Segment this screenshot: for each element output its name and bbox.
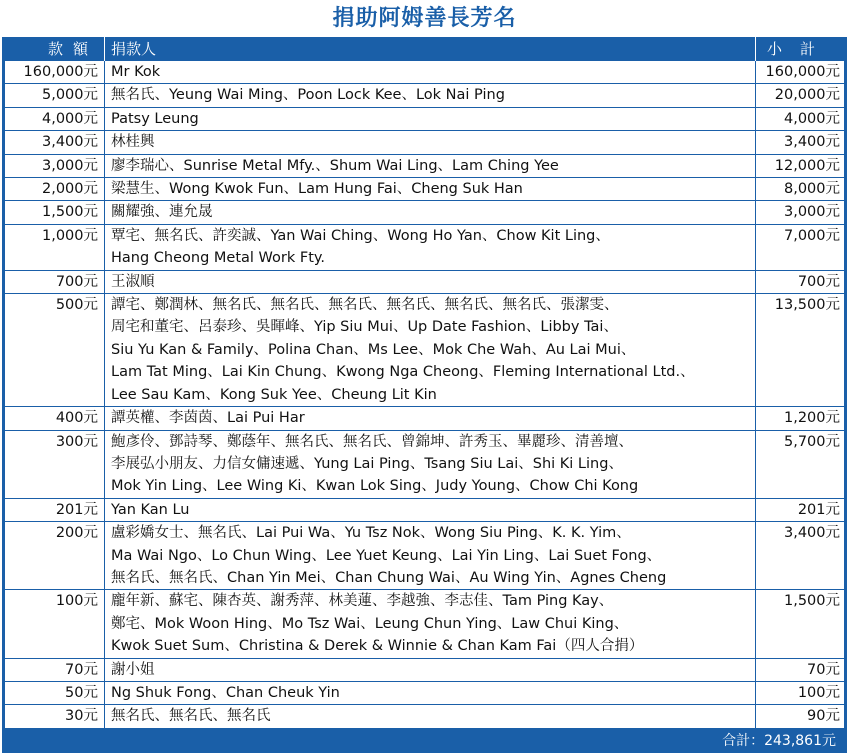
amount-cell: 1,500元 (41, 204, 98, 221)
amount-cell: 4,000元 (41, 110, 98, 127)
donors-cell: 龐年新、蘇宅、陳杏英、謝秀萍、林美蓮、李越強、李志佳、Tam Ping Kay、 鄭宅、Mok Woon Hing、Mo Tsz Wai、Leung Chun Ying、Law Chui King、 Kwok Suet Sum、Christina & Derek & Winnie & Chan Kam Fai（四人合捐） (104, 590, 756, 657)
amount-cell: 201元 (55, 501, 98, 518)
subtotal-cell: 4,000元 (783, 110, 840, 127)
subtotal-cell: 201元 (797, 501, 840, 518)
subtotal-cell: 3,400元 (783, 134, 840, 151)
amount-cell: 3,400元 (41, 134, 98, 151)
subtotal-cell: 12,000元 (774, 157, 840, 174)
donors-cell: Ng Shuk Fong、Chan Cheuk Yin (104, 682, 756, 704)
amount-cell: 700元 (55, 273, 98, 290)
donors-cell: 林桂興 (104, 131, 756, 153)
donors-cell: 鮑彥伶、鄧詩琴、鄭蔭年、無名氏、無名氏、曾錦坤、許秀玉、畢麗珍、清善壇、 李展弘小朋友、力信女傭速遞、Yung Lai Ping、Tsang Siu Lai、Shi Ki Ling、 Mok Yin Ling、Lee Wing Ki、Kwan Lok Sing、Judy Young、Chow Chi Kong (104, 431, 756, 498)
table-row (5, 705, 844, 728)
subtotal-cell: 5,700元 (783, 433, 840, 450)
donors-cell: 盧彩嬌女士、無名氏、Lai Pui Wa、Yu Tsz Nok、Wong Siu Ping、K. K. Yim、 Ma Wai Ngo、Lo Chun Wing、Lee Yuet Keung、Lai Yin Ling、Lai Suet Fong、 無名氏、無名氏、Chan Yin Mei、Chan Chung Wai、Au Wing Yin、Agnes Cheng (104, 522, 756, 589)
header-subtotal: 小計 (755, 37, 844, 61)
amount-cell: 200元 (55, 525, 98, 542)
donors-cell: 無名氏、Yeung Wai Ming、Poon Lock Kee、Lok Nai Ping (104, 84, 756, 106)
donors-cell: 覃宅、無名氏、許奕誠、Yan Wai Ching、Wong Ho Yan、Chow Kit Ling、 Hang Cheong Metal Work Fty. (104, 225, 756, 270)
table-row (5, 522, 844, 590)
amount-cell: 500元 (55, 297, 98, 314)
page-title: 捐助阿姆善長芳名 (332, 6, 517, 31)
header-donors: 捐款人 (104, 37, 755, 61)
table-row (5, 431, 844, 499)
subtotal-cell: 3,400元 (783, 525, 840, 542)
subtotal-cell: 3,000元 (783, 204, 840, 221)
table-row (5, 271, 844, 294)
amount-cell: 160,000元 (23, 64, 98, 80)
donors-cell: 譚英權、李茵茵、Lai Pui Har (104, 407, 756, 429)
table-row (5, 407, 844, 430)
amount-cell: 50元 (65, 684, 98, 701)
donors-cell: 譚宅、鄭潤林、無名氏、無名氏、無名氏、無名氏、無名氏、無名氏、張潔雯、 周宅和董宅、呂泰珍、吳暉峰、Yip Siu Mui、Up Date Fashion、Libby Tai、 Siu Yu Kan & Family、Polina Chan、Ms Lee、Mok Che Wah、Au Lai Mui、 Lam Tat Ming、Lai Kin Chung、Kwong Nga Cheong、Fleming International Ltd.、 Lee Sau Kam、Kong Suk Yee、Cheung Lit Kin (104, 294, 756, 406)
amount-cell: 3,000元 (41, 157, 98, 174)
donors-cell: 無名氏、無名氏、無名氏 (104, 705, 756, 727)
amount-cell: 100元 (55, 593, 98, 610)
donor-table (2, 37, 847, 753)
amount-cell: 30元 (65, 708, 98, 725)
subtotal-cell: 700元 (797, 273, 840, 290)
subtotal-cell: 13,500元 (774, 297, 840, 314)
table-row (5, 131, 844, 154)
total-footer: 合計：243,861元 (5, 729, 844, 753)
donors-cell: 謝小姐 (104, 659, 756, 681)
amount-cell: 300元 (55, 433, 98, 450)
subtotal-cell: 20,000元 (774, 87, 840, 104)
subtotal-cell: 7,000元 (783, 227, 840, 244)
subtotal-cell: 70元 (807, 661, 840, 678)
table-row (5, 178, 844, 201)
subtotal-cell: 160,000元 (765, 64, 840, 80)
table-row (5, 84, 844, 107)
table-header (5, 37, 844, 61)
amount-cell: 70元 (65, 661, 98, 678)
table-row (5, 682, 844, 705)
subtotal-cell: 1,200元 (783, 410, 840, 427)
donors-cell: Mr Kok (104, 61, 756, 83)
donors-cell: Patsy Leung (104, 108, 756, 130)
subtotal-cell: 100元 (797, 684, 840, 701)
table-row (5, 499, 844, 522)
amount-cell: 400元 (55, 410, 98, 427)
amount-cell: 2,000元 (41, 181, 98, 198)
table-row (5, 294, 844, 407)
donors-cell: 廖李瑞心、Sunrise Metal Mfy.、Shum Wai Ling、Lam Ching Yee (104, 155, 756, 177)
subtotal-cell: 8,000元 (783, 181, 840, 198)
table-row (5, 155, 844, 178)
table-row (5, 108, 844, 131)
donation-list (2, 0, 847, 749)
donors-cell: 關耀強、連允晟 (104, 201, 756, 223)
table-row (5, 61, 844, 84)
subtotal-cell: 90元 (807, 708, 840, 725)
donors-cell: 王淑順 (104, 271, 756, 293)
amount-cell: 5,000元 (41, 87, 98, 104)
table-body (5, 61, 844, 729)
table-row (5, 659, 844, 682)
amount-cell: 1,000元 (41, 227, 98, 244)
table-row (5, 201, 844, 224)
subtotal-cell: 1,500元 (783, 593, 840, 610)
table-row (5, 590, 844, 658)
donors-cell: Yan Kan Lu (104, 499, 756, 521)
table-row (5, 225, 844, 271)
header-amount: 款額 (47, 40, 98, 58)
donors-cell: 梁慧生、Wong Kwok Fun、Lam Hung Fai、Cheng Suk Han (104, 178, 756, 200)
